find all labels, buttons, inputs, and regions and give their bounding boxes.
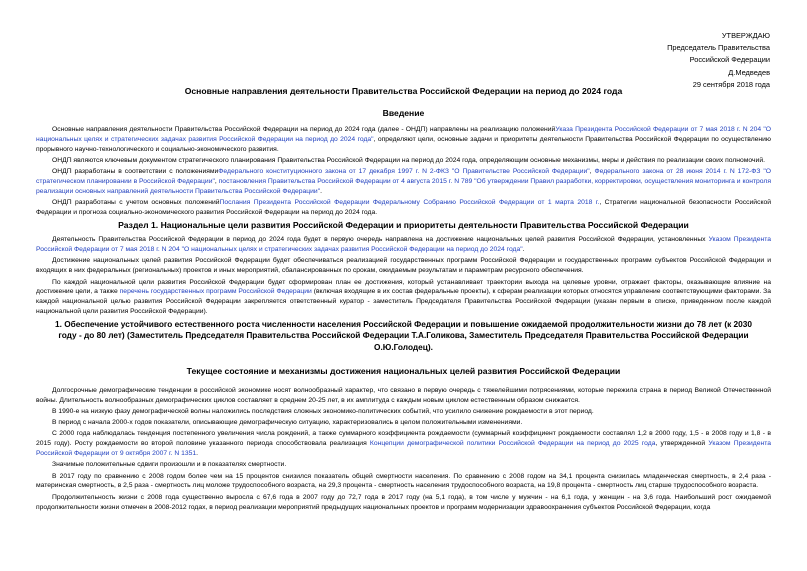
paragraph: В 1990-е на низкую фазу демографической волны наложились последствия сложных экономико-политических событий, что усилило снижение рождаемости в этот период. <box>52 407 594 415</box>
text: . <box>196 450 199 458</box>
decree-link[interactable]: Указа Президента Российской Федерации от 7 мая 2018 г. N 204 "О национальных целях и стратегических задачах развития Российской Федерации на период до 2024 года" <box>36 126 771 143</box>
message-link[interactable]: Послания Президента Российской Федерации Федеральному Собранию Российской Федерации от 1 марта 2018 г. <box>219 199 600 207</box>
text: ОНДП разработаны с учетом основных положений <box>52 199 220 207</box>
paragraph <box>36 125 771 155</box>
document-title: Основные направления деятельности Правительства Российской Федерации на период до 2024 года <box>184 86 623 96</box>
text: ОНДП разработаны в соответствии с положениями <box>52 168 219 176</box>
paragraph: В период с начала 2000-х годов показатели, описывающие демографическую ситуацию, характеризовались в целом положительными изменениями. <box>52 419 523 427</box>
paragraph: В 2017 году по сравнению с 2008 годом более чем на 15 процентов снизился показатель общей смертности населения. По сравнению с 2008 годом на 34,1 процента снизилась младенческая смертность, в 2,4 раза - материнская смертность, в 2,5 раза - смертность лиц моложе трудоспособного возраста, на 29,3 процента - смертность населения трудоспособного возраста, на 19,8 процента - смертность лиц старше трудоспособного возраста. <box>36 472 771 490</box>
paragraph: Долгосрочные демографические тенденции в российской экономике носят волнообразный характер, что связано в первую очередь с тяжелейшими потрясениями, которые пережила страна в период Великой Отечественной войны. Длительность волнообразных демографических циклов составляет в среднем 20-25 лет, в их амплитуда с каждым новым циклом естественным образом снижается. <box>36 386 771 404</box>
approval-signatory: Д.Медведев <box>728 67 770 77</box>
text: . <box>320 188 322 196</box>
federal-law-link[interactable]: Федерального закона от 28 июня 2014 г. N 172-ФЗ "О стратегическом планировании в Российской Федерации" <box>36 168 771 186</box>
text: С 2000 года наблюдалась тенденция постепенного увеличения числа рождений, а также суммарного коэффициента рождаемости (суммарный коэффициент рождаемости составлял 1,2 в 2000 году, 1,5 - в 2008 году и 1,8 - в 2015 году). Росту рождаемости во второй половине указанного периода способствовала реализация <box>36 430 771 448</box>
approval-line: Российской Федерации <box>689 55 770 65</box>
concept-link[interactable]: Концепции демографической политики Российской Федерации на период до 2025 года <box>369 440 656 448</box>
approval-date: 29 сентября 2018 года <box>692 79 770 89</box>
text: (включая входящие в их состав федеральные проекты), к сферам реализации которых относятся управление соответствующими факторами. За каждой национальной целью развития Российской Федерации закрепляется ответственный куратор - заместитель Председателя Правительства Российской Федерации (указан первым в списке, приведенном после каждой национальной цели развития Российской Федерации). <box>36 288 771 316</box>
paragraph: ОНДП являются ключевым документом стратегического планирования Правительства Российской Федерации на период до 2024 года, определяющим основные механизмы, меры и действия по реализации своих полномочий. <box>52 157 765 165</box>
subsection-heading: Текущее состояние и механизмы достижения национальных целей развития Российской Федерации <box>186 365 621 376</box>
approval-block <box>667 30 770 91</box>
paragraph: Достижение национальных целей развития Российской Федерации будет обеспечиваться реализацией государственных программ Российской Федерации и государственных программ субъектов Российской Федерации и входящих в них федеральных (региональных) проектов и иных мероприятий, сбалансированных по срокам, ожидаемым результатам и параметрам ресурсного обеспечения. <box>36 257 771 275</box>
text: , <box>589 168 595 176</box>
text: Деятельность Правительства Российской Федерации в период до 2024 года будет в первую очередь направлена на достижение национальных целей развития Российской Федерации, установленных <box>52 236 709 244</box>
resolution-link[interactable]: постановления Правительства Российской Федерации от 4 августа 2015 г. N 789 "Об утверждении Правил разработки, корректировки, осуществления мониторинга и контроля реализации основных направлений деятельности Правительства Российской Федерации" <box>36 178 772 196</box>
approval-line: УТВЕРЖДАЮ <box>721 31 770 40</box>
text: , Стратегии национальной безопасности Российской Федерации и прогноза социально-экономического развития Российской Федерации на период до 2024 года. <box>36 199 771 217</box>
text: , <box>214 178 219 186</box>
constitutional-law-link[interactable]: Федерального конституционного закона от 17 декабря 1997 г. N 2-ФКЗ "О Правительстве Российской Федерации" <box>218 168 590 176</box>
paragraph <box>36 278 771 318</box>
paragraph <box>36 429 771 459</box>
section-heading: Раздел 1. Национальные цели развития Российской Федерации и приоритеты деятельности Правительства Российской Федерации <box>118 220 689 231</box>
decree-link[interactable]: Указом Президента Российской Федерации от 7 мая 2018 г. N 204 "О национальных целях и стратегических задачах развития Российской Федерации на период до 2024 года" <box>36 236 771 254</box>
text: По каждой национальной цели развития Российской Федерации будет сформирован план ее достижения, который устанавливает траектории выхода на целевые уровни, отражает факторы, оказывающие влияние на достижение цели, а также <box>36 278 771 296</box>
paragraph <box>36 198 771 218</box>
document-body <box>36 125 771 514</box>
programs-list-link[interactable]: перечень государственных программ Российской Федерации <box>119 288 312 296</box>
approval-line: Председатель Правительства <box>667 43 770 53</box>
paragraph <box>36 235 771 255</box>
paragraph: Значимые положительные сдвиги произошли и в показателях смертности. <box>52 461 287 469</box>
text: , утвержденной <box>655 440 709 448</box>
goal-heading: 1. Обеспечение устойчивого естественного роста численности населения Российской Федерации и повышение ожидаемой продолжительности жизни до 78 лет (к 2030 году - до 80 лет) (Заместитель Председателя Правительства Российской Федерации Т.А.Голикова, Заместитель Председателя Правительства Российской Федерации О.Ю.Голодец). <box>54 319 752 352</box>
intro-heading: Введение <box>382 108 425 118</box>
paragraph: Продолжительность жизни с 2008 года существенно выросла с 67,6 года в 2007 году до 72,7 года в 2017 году (на 5,1 года), в том числе у мужчин - на 6,1 года, у женщин - на 3,6 года. Наибольший рост ожидаемой продолжительности жизни отмечен в 2008-2012 годах, в период реализации мероприятий предыдущих национальных проектов и программ модернизации здравоохранения субъектов Российской Федерации, когда <box>36 493 771 511</box>
paragraph <box>36 167 771 197</box>
text: , определяют цели, основные задачи и приоритеты деятельности Правительства Российской Федерации по осуществлению прорывного научно-технологического и социально-экономического развития. <box>36 135 771 153</box>
decree-link[interactable]: Указом Президента Российской Федерации от 9 октября 2007 г. N 1351 <box>36 440 771 458</box>
text: Основные направления деятельности Правительства Российской Федерации на период до 2024 года (далее - ОНДП) направлены на реализацию положений <box>52 126 556 133</box>
text: . <box>522 246 525 254</box>
